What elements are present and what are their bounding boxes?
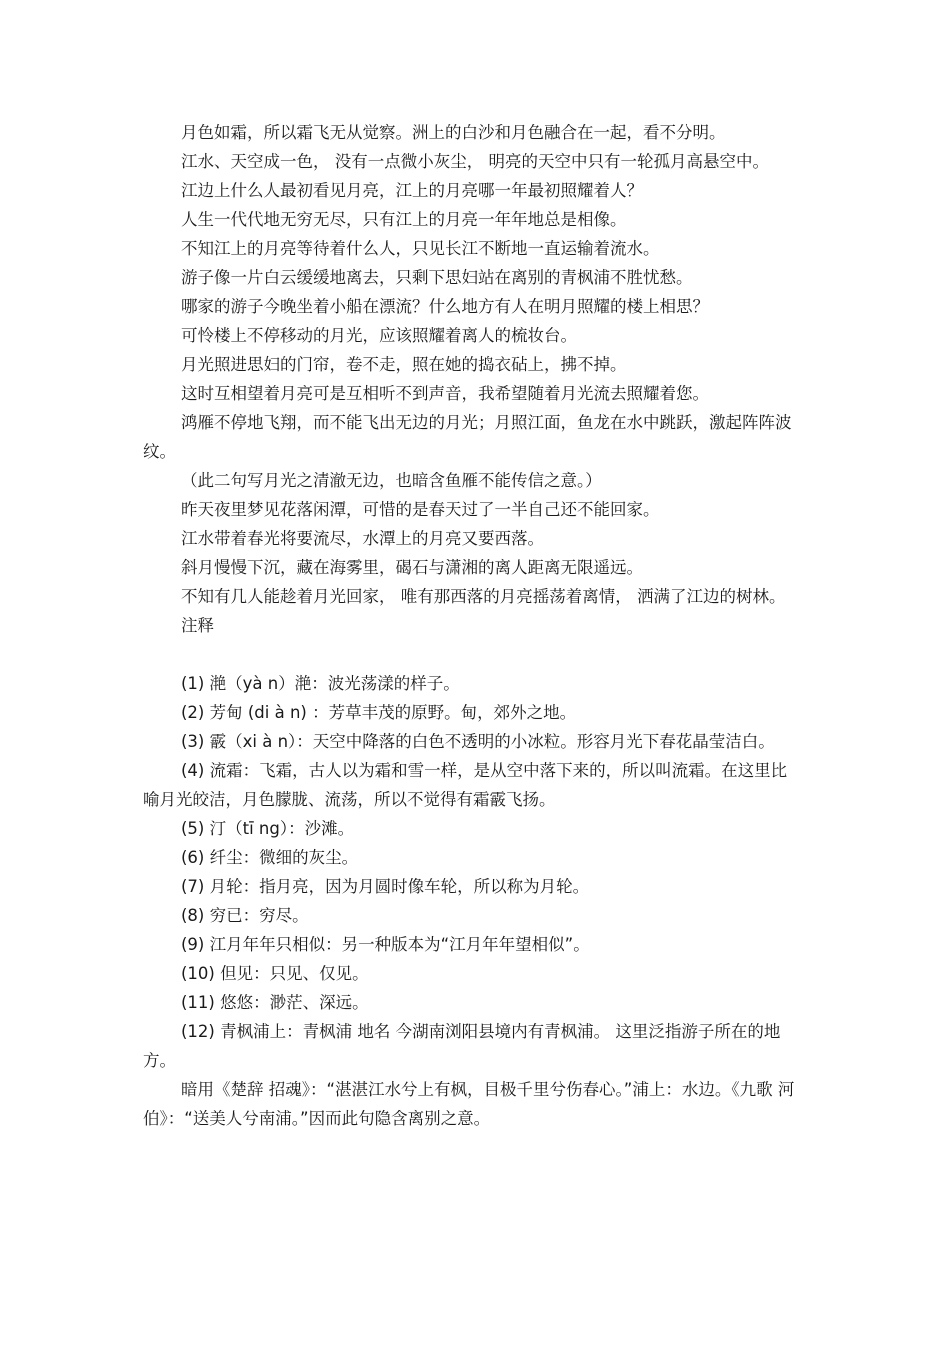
section-gap <box>143 640 803 669</box>
note-1: (1) 滟（yà n）滟：波光荡漾的样子。 <box>181 674 460 693</box>
note-4: (4) 流霜：飞霜，古人以为霜和雪一样，是从空中落下来的，所以叫流霜。在这里比喻月光皎洁，月色朦胧、流荡，所以不觉得有霜霰飞扬。 <box>143 761 788 809</box>
document-body <box>143 118 803 1133</box>
note-3: (3) 霰（xi à n）：天空中降落的白色不透明的小冰粒。形容月光下春花晶莹洁白。 <box>181 732 775 751</box>
note-12: (12) 青枫浦上：青枫浦 地名 今湖南浏阳县境内有青枫浦。 这里泛指游子所在的地方。 <box>143 1022 781 1070</box>
translation-line-3: 江边上什么人最初看见月亮，江上的月亮哪一年最初照耀着人？ <box>181 181 643 200</box>
translation-line-4: 人生一代代地无穷无尽，只有江上的月亮一年年地总是相像。 <box>181 210 627 229</box>
translation-line-1: 月色如霜，所以霜飞无从觉察。洲上的白沙和月色融合在一起，看不分明。 <box>181 123 726 142</box>
translation-line-8: 可怜楼上不停移动的月光，应该照耀着离人的梳妆台。 <box>181 326 577 345</box>
note-7: (7) 月轮：指月亮，因为月圆时像车轮，所以称为月轮。 <box>181 877 590 896</box>
translation-line-16: 不知有几人能趁着月光回家， 唯有那西落的月亮摇荡着离情， 洒满了江边的树林。 <box>181 587 786 606</box>
translation-line-6: 游子像一片白云缓缓地离去，只剩下思妇站在离别的青枫浦不胜忧愁。 <box>181 268 693 287</box>
translation-line-2: 江水、天空成一色， 没有一点微小灰尘， 明亮的天空中只有一轮孤月高悬空中。 <box>181 152 769 171</box>
note-9: (9) 江月年年只相似：另一种版本为“江月年年望相似”。 <box>181 935 590 954</box>
translation-line-12: （此二句写月光之清澈无边，也暗含鱼雁不能传信之意。） <box>181 471 602 490</box>
note-11: (11) 悠悠：渺茫、深远。 <box>181 993 369 1012</box>
note-6: (6) 纤尘：微细的灰尘。 <box>181 848 359 867</box>
note-10: (10) 但见：只见、仅见。 <box>181 964 369 983</box>
translation-line-10: 这时互相望着月亮可是互相听不到声音，我希望随着月光流去照耀着您。 <box>181 384 709 403</box>
translation-line-13: 昨天夜里梦见花落闲潭，可惜的是春天过了一半自己还不能回家。 <box>181 500 660 519</box>
note-12-continued: 暗用《楚辞 招魂》：“湛湛江水兮上有枫，目极千里兮伤春心。”浦上：水边。《九歌 河伯》：“送美人兮南浦。”因而此句隐含离别之意。 <box>143 1080 795 1128</box>
translation-line-14: 江水带着春光将要流尽，水潭上的月亮又要西落。 <box>181 529 544 548</box>
translation-line-15: 斜月慢慢下沉，藏在海雾里，碣石与潇湘的离人距离无限遥远。 <box>181 558 643 577</box>
translation-line-11: 鸿雁不停地飞翔，而不能飞出无边的月光；月照江面，鱼龙在水中跳跃，激起阵阵波纹。 <box>143 413 792 461</box>
translation-line-5: 不知江上的月亮等待着什么人，只见长江不断地一直运输着流水。 <box>181 239 660 258</box>
translation-line-9: 月光照进思妇的门帘，卷不走，照在她的捣衣砧上，拂不掉。 <box>181 355 627 374</box>
note-8: (8) 穷已：穷尽。 <box>181 906 309 925</box>
notes-heading: 注释 <box>181 616 214 635</box>
note-2: (2) 芳甸 (di à n) ：芳草丰茂的原野。甸，郊外之地。 <box>181 703 577 722</box>
note-5: (5) 汀（tī ng）：沙滩。 <box>181 819 355 838</box>
translation-line-7: 哪家的游子今晚坐着小船在漂流？什么地方有人在明月照耀的楼上相思？ <box>181 297 709 316</box>
